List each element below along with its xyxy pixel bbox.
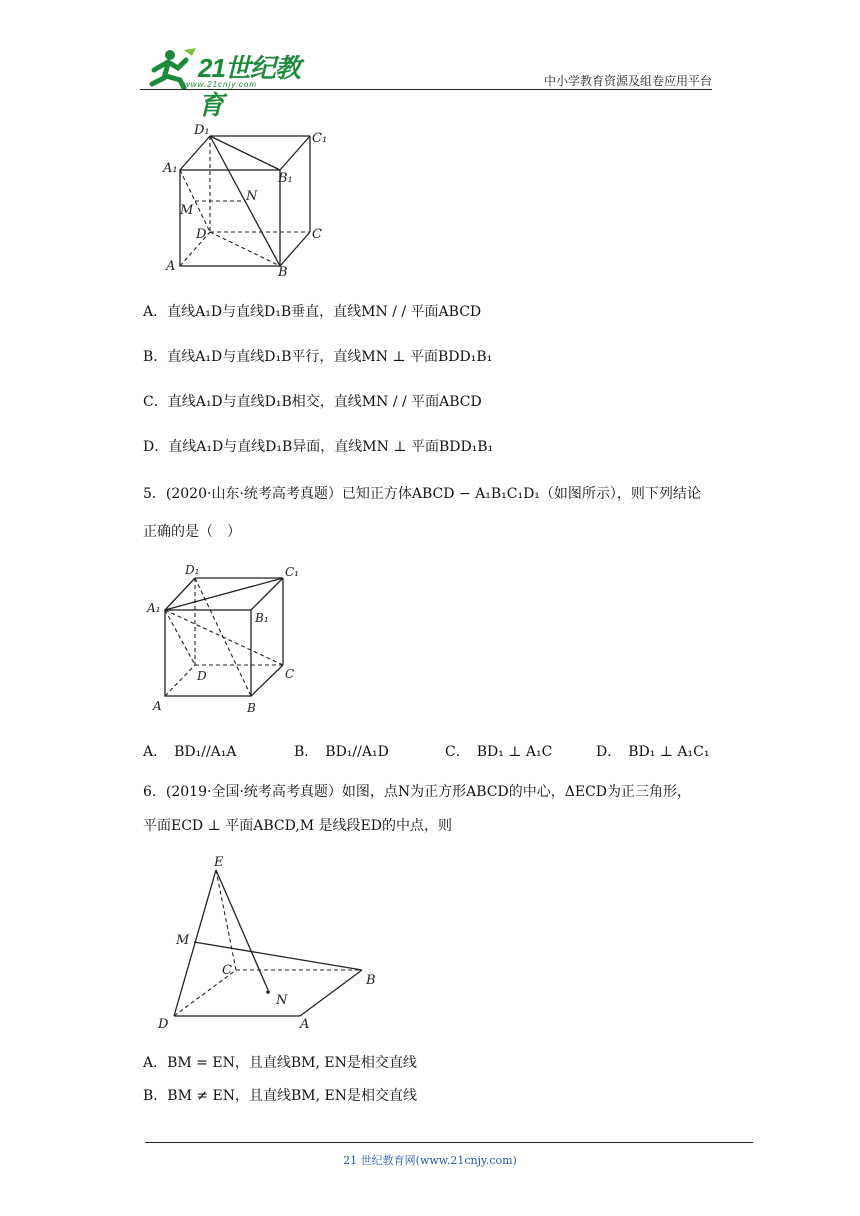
- q5-option-d: D． BD₁ ⊥ A₁C₁: [596, 744, 710, 760]
- logo: [140, 46, 310, 120]
- q6-option-b: B．BM ≠ EN，且直线BM, EN是相交直线: [143, 1088, 418, 1104]
- label-B: B: [278, 265, 288, 280]
- header-divider: [140, 89, 712, 90]
- q4-option-d: D．直线A₁D与直线D₁B异面，直线MN ⊥ 平面BDD₁B₁: [143, 439, 494, 455]
- label-M: M: [180, 203, 194, 218]
- label-C: C: [222, 963, 232, 978]
- pyramid-figure: [150, 852, 390, 1032]
- label-B: B: [366, 973, 376, 988]
- label-A1: A₁: [147, 601, 161, 615]
- page-header: [140, 40, 712, 120]
- label-C1: C₁: [312, 131, 328, 146]
- label-D1: D₁: [185, 563, 200, 577]
- footer-text: 21 世纪教育网(www.21cnjy.com): [343, 1154, 517, 1167]
- q4-option-b: B．直线A₁D与直线D₁B平行，直线MN ⊥ 平面BDD₁B₁: [143, 349, 493, 365]
- label-C: C: [312, 227, 322, 242]
- label-N: N: [246, 189, 258, 204]
- footer-divider: [145, 1142, 753, 1143]
- label-E: E: [214, 855, 224, 870]
- label-A1: A₁: [163, 161, 178, 176]
- q5-stem-line2: 正确的是（ ）: [143, 524, 241, 540]
- label-B1: B₁: [255, 611, 269, 625]
- platform-name: 中小学教育资源及组卷应用平台: [543, 74, 712, 88]
- cube-figure-1: [160, 120, 360, 280]
- label-D: D: [196, 227, 207, 242]
- q5-stem-line1: 5．(2020·山东·统考高考真题）已知正方体ABCD − A₁B₁C₁D₁（如图所示），则下列结论: [143, 486, 701, 502]
- q4-option-a: A．直线A₁D与直线D₁B垂直，直线MN / / 平面ABCD: [143, 304, 482, 320]
- label-B1: B₁: [278, 171, 293, 186]
- label-C1: C₁: [285, 565, 299, 579]
- label-D1: D₁: [194, 123, 210, 138]
- label-M: M: [176, 933, 190, 948]
- cube-figure-2: [145, 560, 310, 720]
- label-D: D: [197, 669, 207, 683]
- label-A: A: [166, 259, 176, 274]
- logo-text: 21世纪教育: [198, 53, 300, 120]
- q6-stem-line2: 平面ECD ⊥ 平面ABCD,M 是线段ED的中点，则: [143, 818, 452, 834]
- q5-option-b: B． BD₁//A₁D: [294, 744, 389, 760]
- label-B: B: [247, 701, 256, 715]
- q6-stem-line1: 6．(2019·全国·统考高考真题）如图，点N为正方形ABCD的中心，ΔECD为正三角形，: [143, 784, 692, 800]
- label-C: C: [285, 667, 295, 681]
- q5-option-a: A． BD₁//A₁A: [143, 744, 237, 760]
- label-N: N: [276, 993, 288, 1008]
- q6-option-a: A．BM = EN，且直线BM, EN是相交直线: [143, 1055, 417, 1071]
- label-A: A: [300, 1017, 310, 1032]
- label-A: A: [153, 699, 162, 713]
- label-D: D: [158, 1017, 169, 1032]
- q4-option-c: C．直线A₁D与直线D₁B相交，直线MN / / 平面ABCD: [143, 394, 482, 410]
- q5-option-c: C． BD₁ ⊥ A₁C: [445, 744, 553, 760]
- logo-url: www.21cnjy.com: [184, 80, 257, 89]
